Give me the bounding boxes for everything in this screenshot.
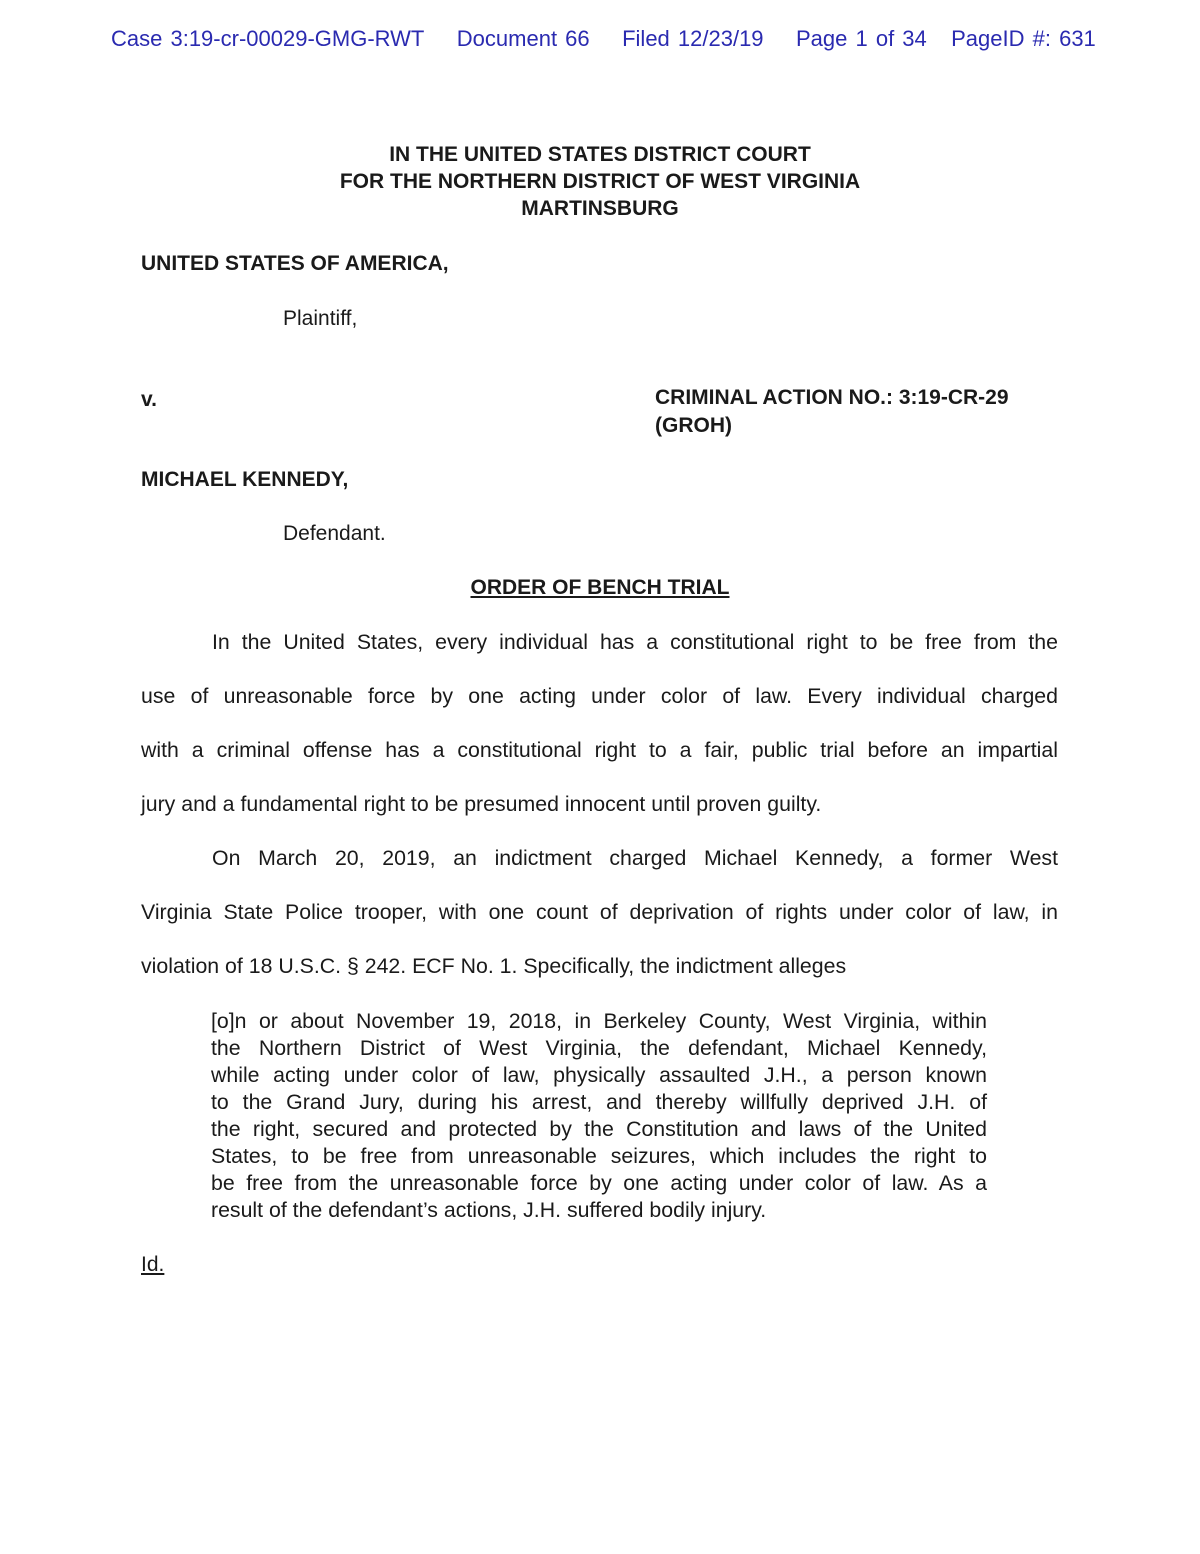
plaintiff-name: UNITED STATES OF AMERICA,	[141, 252, 449, 275]
page-id: PageID #: 631	[951, 26, 1096, 51]
plaintiff-role: Plaintiff,	[283, 307, 358, 330]
paragraph2-line1: On March 20, 2019, an indictment charged Michael Kennedy, a former West	[212, 846, 1058, 870]
court-heading-line3: MARTINSBURG	[521, 197, 679, 220]
quote-line8: result of the defendant’s actions, J.H. suffered bodily injury.	[211, 1198, 767, 1222]
quote-line2: the Northern District of West Virginia, the defendant, Michael Kennedy,	[211, 1036, 987, 1060]
defendant-name: MICHAEL KENNEDY,	[141, 468, 349, 491]
quote-line1: [o]n or about November 19, 2018, in Berkeley County, West Virginia, within	[211, 1009, 987, 1033]
judge-designation: (GROH)	[655, 414, 732, 437]
court-heading-line1: IN THE UNITED STATES DISTRICT COURT	[389, 143, 811, 166]
paragraph2-line3: violation of 18 U.S.C. § 242. ECF No. 1. Specifically, the indictment alleges	[141, 954, 847, 978]
id-citation: Id.	[141, 1253, 165, 1276]
versus: v.	[141, 388, 157, 411]
ecf-header-stamp	[111, 26, 1096, 52]
quote-line4: to the Grand Jury, during his arrest, and thereby willfully deprived J.H. of	[211, 1090, 987, 1114]
quote-line5: the right, secured and protected by the Constitution and laws of the United	[211, 1117, 987, 1141]
defendant-role: Defendant.	[283, 522, 386, 545]
document-title: ORDER OF BENCH TRIAL	[470, 576, 730, 599]
quote-line6: States, to be free from unreasonable seizures, which includes the right to	[211, 1144, 987, 1168]
paragraph2-line2: Virginia State Police trooper, with one count of deprivation of rights under color of law, in	[141, 900, 1058, 924]
paragraph1-line1: In the United States, every individual has a constitutional right to be free from the	[212, 630, 1058, 654]
quote-line3: while acting under color of law, physically assaulted J.H., a person known	[211, 1063, 987, 1087]
document-number: Document 66	[456, 26, 590, 51]
paragraph1-line4: jury and a fundamental right to be presumed innocent until proven guilty.	[141, 792, 822, 816]
case-number: Case 3:19-cr-00029-GMG-RWT	[111, 26, 425, 51]
filed-date: Filed 12/23/19	[622, 26, 764, 51]
quote-line7: be free from the unreasonable force by one acting under color of law. As a	[211, 1171, 987, 1195]
paragraph1-line3: with a criminal offense has a constitutional right to a fair, public trial before an impartial	[141, 738, 1058, 762]
criminal-action-number: CRIMINAL ACTION NO.: 3:19-CR-29	[655, 386, 1009, 409]
paragraph1-line2: use of unreasonable force by one acting under color of law. Every individual charged	[141, 684, 1058, 708]
page-count: Page 1 of 34	[796, 26, 927, 51]
court-heading-line2: FOR THE NORTHERN DISTRICT OF WEST VIRGINIA	[339, 170, 861, 193]
